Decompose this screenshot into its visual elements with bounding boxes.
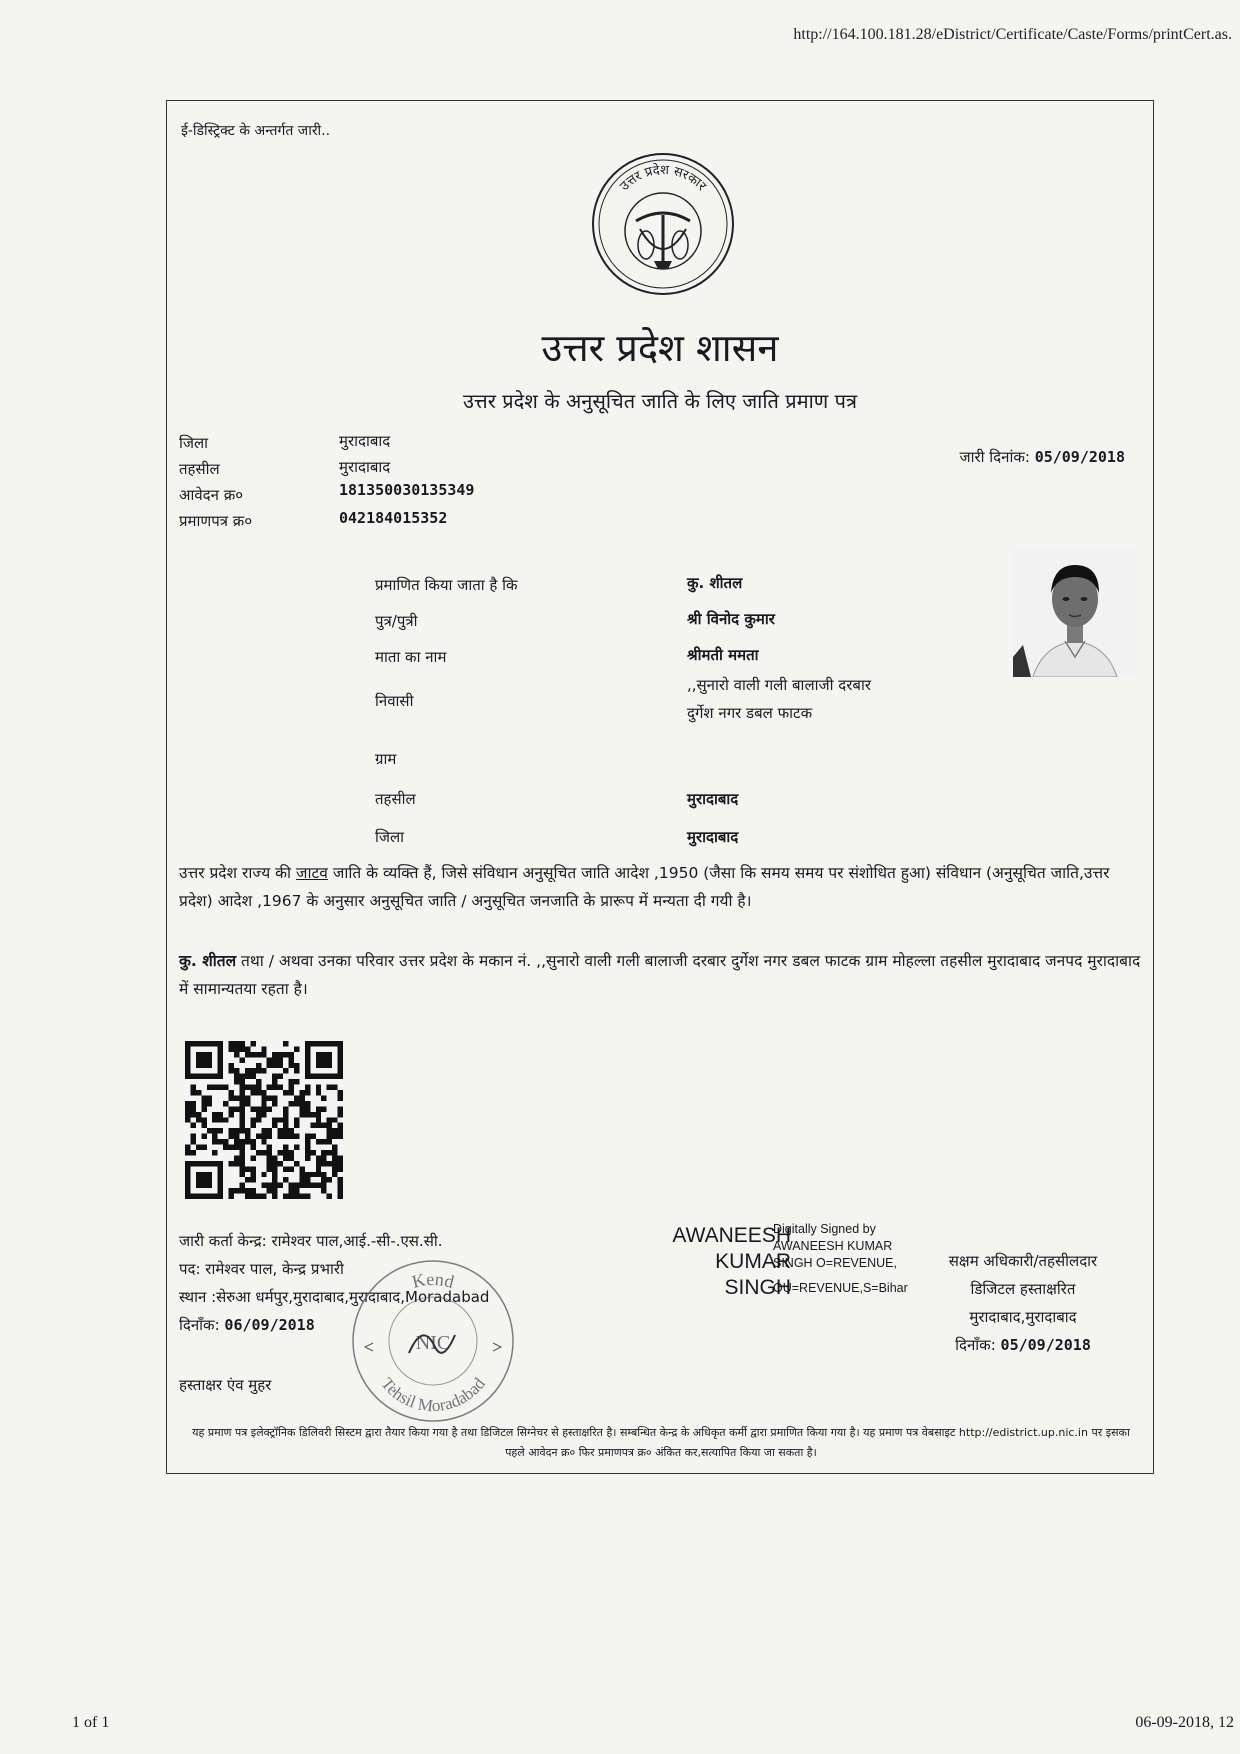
issued-under-note: ई-डिस्ट्रिक्ट के अन्तर्गत जारी.. (181, 123, 331, 139)
residence-statement-name: कु. शीतल (179, 952, 237, 970)
detail-tehsil-value: मुरादाबाद (687, 790, 739, 808)
application-number-label: आवेदन क्र० (179, 486, 244, 504)
certified-label: प्रमाणित किया जाता है कि (375, 576, 518, 594)
issue-date-value: 05/09/2018 (1034, 448, 1125, 466)
digsig-info-line: OU=REVENUE,S=Bihar (773, 1281, 908, 1295)
stamp-top-text: Kend (410, 1268, 457, 1293)
authority-location: मुरादाबाद,मुरादाबाद (969, 1308, 1077, 1326)
caste-statement-rest: जाति के व्यक्ति हैं, जिसे संविधान अनुसूचित जाति आदेश ,1950 (जैसा कि समय समय पर संशोधित हुआ) संविधान (अनुसूचित जाति,उत्तर प्रदेश) आदेश ,1967 के अनुसार अनुसूचित जाति / अनुसूचित जनजाति के प्रारूप में मन्यता दी गयी है। (179, 864, 1110, 910)
issuing-center: जारी कर्ता केन्द्र: रामेश्वर पाल,आई.-सी-.एस.सी. (179, 1232, 443, 1250)
applicant-photo (1013, 549, 1137, 677)
caste-statement-prefix: उत्तर प्रदेश राज्य की (179, 864, 296, 882)
certificate-title: उत्तर प्रदेश शासन (541, 326, 779, 370)
svg-text:Tehsil Moradabad (377, 1374, 489, 1416)
authority-date-label: दिनाँक: (955, 1336, 996, 1354)
authority-date-value: 05/09/2018 (1000, 1336, 1091, 1354)
issuer-date-label: दिनाँक: (179, 1316, 220, 1334)
authority-date (907, 1335, 1139, 1355)
detail-district-value: मुरादाबाद (687, 828, 739, 846)
issuer-date (179, 1315, 315, 1335)
stamp-bottom-text: Tehsil Moradabad (377, 1374, 489, 1416)
svg-text:Kend (410, 1269, 456, 1292)
issuer-post: पद: रामेश्वर पाल, केन्द्र प्रभारी (179, 1260, 344, 1278)
detail-district-label: जिला (375, 828, 405, 846)
up-government-emblem (588, 149, 738, 299)
certificate-number-label: प्रमाणपत्र क्र० (179, 512, 253, 530)
issuer-date-value: 06/09/2018 (224, 1316, 315, 1334)
print-datetime: 06-09-2018, 12 (1135, 1714, 1234, 1731)
digsig-info-line: SINGH O=REVENUE, (773, 1256, 897, 1270)
authority-digitally-signed: डिजिटल हस्ताक्षरित (970, 1280, 1076, 1298)
verification-disclaimer: यह प्रमाण पत्र इलेक्ट्रॉनिक डिलिवरी सिस्टम द्वारा तैयार किया गया है तथा डिजिटल सिग्नेचर से हस्ताक्षरित है। सम्बन्धित केन्द्र के अधिकृत कर्मी द्वारा प्रमाणित किया गया है। यह प्रमाण पत्र वेबसाइट http://edistrict.up.nic.in पर इसका पहले आवेदन क्र० फिर प्रमाणपत्र क्र० अंकित कर,सत्यापित किया जा सकता है। (192, 1426, 1130, 1459)
digsig-name-line: AWANEESH (672, 1224, 791, 1247)
mother-name: श्रीमती ममता (687, 646, 759, 664)
digsig-name-line: KUMAR (715, 1250, 791, 1273)
stamp-center-text: NIC (415, 1332, 451, 1354)
qr-code (185, 1041, 343, 1199)
digital-signature-name (633, 1223, 791, 1301)
father-name: श्री विनोद कुमार (687, 610, 775, 628)
emblem-text: उत्तर प्रदेश सरकार (617, 162, 709, 195)
caste-statement (179, 859, 1143, 915)
certificate-subtitle: उत्तर प्रदेश के अनुसूचित जाति के लिए जाति प्रमाण पत्र (462, 389, 858, 413)
tehsil-label: तहसील (179, 460, 220, 478)
certificate (166, 100, 1154, 1474)
mother-label: माता का नाम (375, 648, 447, 666)
district-label: जिला (179, 434, 209, 452)
page-count: 1 of 1 (72, 1714, 110, 1731)
application-number: 181350030135349 (339, 481, 475, 499)
signature-seal-label: हस्ताक्षर एंव मुहर (179, 1376, 272, 1394)
resident-label: निवासी (375, 692, 414, 710)
certificate-number: 042184015352 (339, 509, 448, 527)
child-of-label: पुत्र/पुत्री (375, 612, 418, 630)
issuer-place: स्थान :सेरुआ धर्मपुर,मुरादाबाद,मुरादाबाद,Moradabad (179, 1288, 490, 1306)
digsig-name-line: SINGH (724, 1276, 791, 1299)
issue-date-label: जारी दिनांक: (959, 448, 1030, 466)
svg-text:उत्तर प्रदेश सरकार (617, 162, 709, 195)
print-url: http://164.100.181.28/eDistrict/Certificate/Caste/Forms/printCert.as. (793, 26, 1232, 43)
residence-statement-rest: तथा / अथवा उनका परिवार उत्तर प्रदेश के मकान नं. ,,सुनारो वाली गली बालाजी दरबार दुर्गेश नगर डबल फाटक ग्राम मोहल्ला तहसील मुरादाबाद जनपद मुरादाबाद में सामान्यतया रहता है। (179, 952, 1141, 998)
village-label: ग्राम (375, 750, 397, 768)
district-value: मुरादाबाद (339, 432, 391, 450)
resident-address-line2: दुर्गेश नगर डबल फाटक (687, 704, 813, 722)
detail-tehsil-label: तहसील (375, 790, 416, 808)
tehsil-value: मुरादाबाद (339, 458, 391, 476)
digsig-info-line: Digitally Signed by (773, 1222, 876, 1236)
resident-address-line1: ,,सुनारो वाली गली बालाजी दरबार (687, 676, 871, 694)
residence-statement (179, 947, 1143, 1003)
applicant-name: कु. शीतल (687, 574, 743, 592)
authority-title: सक्षम अधिकारी/तहसीलदार (948, 1252, 1098, 1270)
digsig-info-line: AWANEESH KUMAR (773, 1239, 893, 1253)
issue-date (959, 447, 1125, 467)
tehsil-seal-stamp (343, 1251, 523, 1431)
caste-name: जाटव (295, 864, 328, 882)
